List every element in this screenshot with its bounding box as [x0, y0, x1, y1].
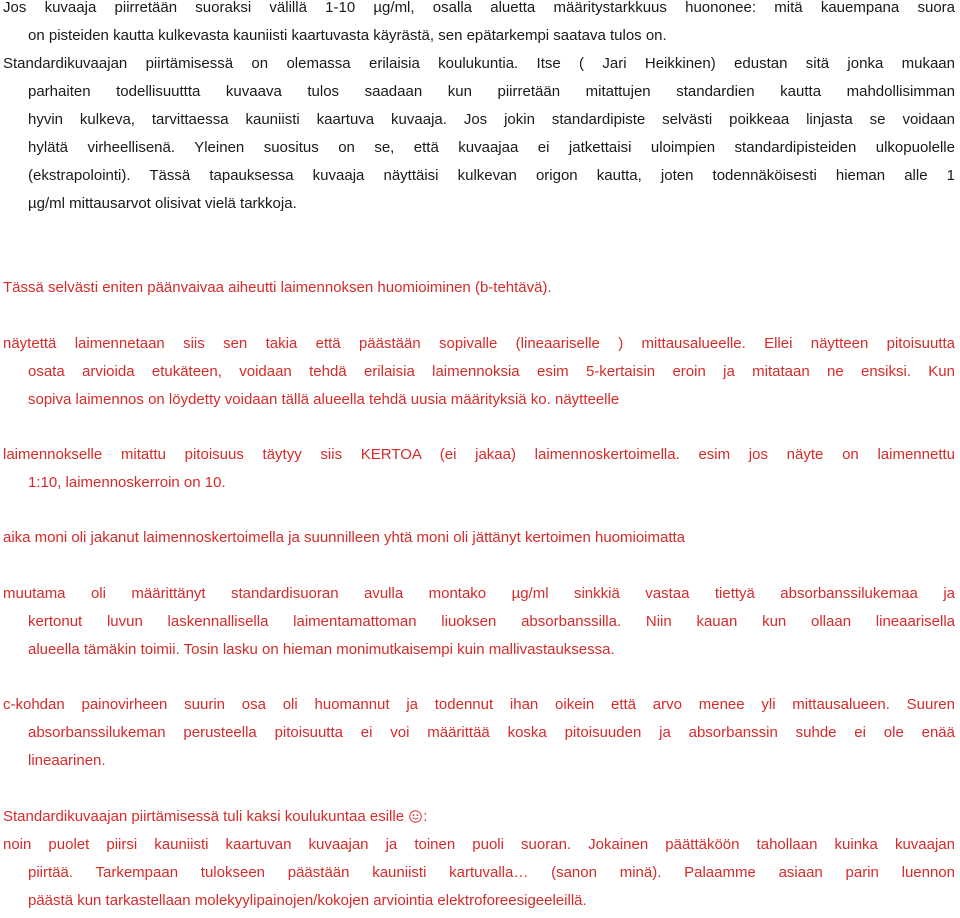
text-segment: Standardikuvaajan piirtämisessä tuli kaksi koulukuntaa esille	[3, 808, 405, 825]
text-line: kertonut luvun laskennallisella laimentamattoman liuoksen absorbanssilla. Niin kauan kun ollaan lineaarisella	[28, 613, 955, 630]
text-line: päästä kun tarkastellaan molekyylipainojen/kokojen arviointia elektroforeesigeeleillä.	[28, 892, 587, 909]
text-line: osata arvioida etukäteen, voidaan tehdä erilaisia laimennoksia esim 5-kertaisin eroin ja mitataan ne ensiksi. Kun	[28, 363, 955, 380]
text-line: lineaarinen.	[28, 752, 106, 769]
text-line: µg/ml mittausarvot olisivat vielä tarkkoja.	[28, 195, 297, 212]
text-line: muutama oli määrittänyt standardisuoran avulla montako µg/ml sinkkiä vastaa tiettyä absorbanssilukemaa ja	[3, 585, 955, 602]
text-line: laimennokselle mitattu pitoisuus täytyy siis KERTOA (ei jakaa) laimennoskertoimella. esim jos näyte on laimennettu	[3, 446, 955, 463]
smiley-icon	[409, 810, 422, 823]
paragraph-dilution-reason	[3, 330, 955, 414]
paragraph-part-c	[3, 691, 955, 775]
text-line: on pisteiden kautta kulkevasta kauniisti kaartuvasta käyrästä, sen epätarkempi saatava tulos on.	[28, 27, 667, 44]
text-line: sopiva laimennos on löydetty voidaan tällä alueella tehdä uusia määrityksiä ko. näytteelle	[28, 391, 620, 408]
text-line: Standardikuvaajan piirtämisessä on olemassa erilaisia koulukuntia. Itse ( Jari Heikkinen) edustan sitä jonka mukaan	[3, 55, 955, 72]
text-line: alueella tämäkin toimii. Tosin lasku on hieman monimutkaisempi kuin mallivastauksessa.	[28, 641, 615, 658]
text-line: piirtää. Tarkempaan tulokseen päästään kauniisti kartuvalla… (sanon minä). Palaamme asiaan parin luennon	[28, 864, 955, 881]
text-line: Tässä selvästi eniten päänvaivaa aiheutti laimennoksen huomioiminen (b-tehtävä).	[3, 279, 552, 296]
text-line: hyvin kulkeva, tarvittaessa kauniisti kaartuva kuvaaja. Jos jokin standardipiste selvästi poikkeaa linjasta se voidaan	[28, 111, 955, 128]
paragraph-dilution-issue	[3, 274, 955, 302]
paragraph-dilution-factor	[3, 441, 955, 497]
text-line	[3, 803, 955, 831]
text-line: näytettä laimennetaan siis sen takia että päästään sopivalle (lineaariselle ) mittausalueelle. Ellei näytteen pitoisuutta	[3, 335, 955, 352]
text-segment: :	[423, 808, 428, 825]
paragraph-alternative-method	[3, 580, 955, 664]
paragraph-curve-schools	[3, 50, 955, 218]
text-line: noin puolet piirsi kauniisti kaartuvan kuvaajan ja toinen puoli suoran. Jokainen päättäköön tahollaan kuinka kuvaajan	[3, 836, 955, 853]
text-line: parhaiten todellisuuttta kuvaava tulos saadaan kun piirretään mitattujen standardien kautta mahdollisimman	[28, 83, 955, 100]
text-line: Jos kuvaaja piirretään suoraksi välillä 1-10 µg/ml, osalla aluetta määritystarkkuus huononee: mitä kauempana suora	[3, 0, 955, 16]
text-line: absorbanssilukeman perusteella pitoisuutta ei voi määrittää koska pitoisuuden ja absorbanssin suhde ei ole enää	[28, 724, 955, 741]
paragraph-conclusion	[3, 803, 955, 915]
paragraph-calibration-curve-intro	[3, 0, 955, 50]
text-line: aika moni oli jakanut laimennoskertoimella ja suunnilleen yhtä moni oli jättänyt kertoimen huomioimatta	[3, 529, 686, 546]
text-line: 1:10, laimennoskerroin on 10.	[28, 474, 226, 491]
paragraph-common-mistakes	[3, 524, 955, 552]
text-line: c-kohdan painovirheen suurin osa oli huomannut ja todennut ihan oikein että arvo menee yli mittausalueen. Suuren	[3, 696, 955, 713]
text-line: (ekstrapolointi). Tässä tapauksessa kuvaaja näyttäisi kulkevan origon kautta, joten todennäköisesti hieman alle 1	[28, 167, 955, 184]
text-line: hylätä virheellisenä. Yleinen suositus on se, että kuvaajaa ei jatkettaisi uloimpien standardipisteiden ulkopuolelle	[28, 139, 955, 156]
